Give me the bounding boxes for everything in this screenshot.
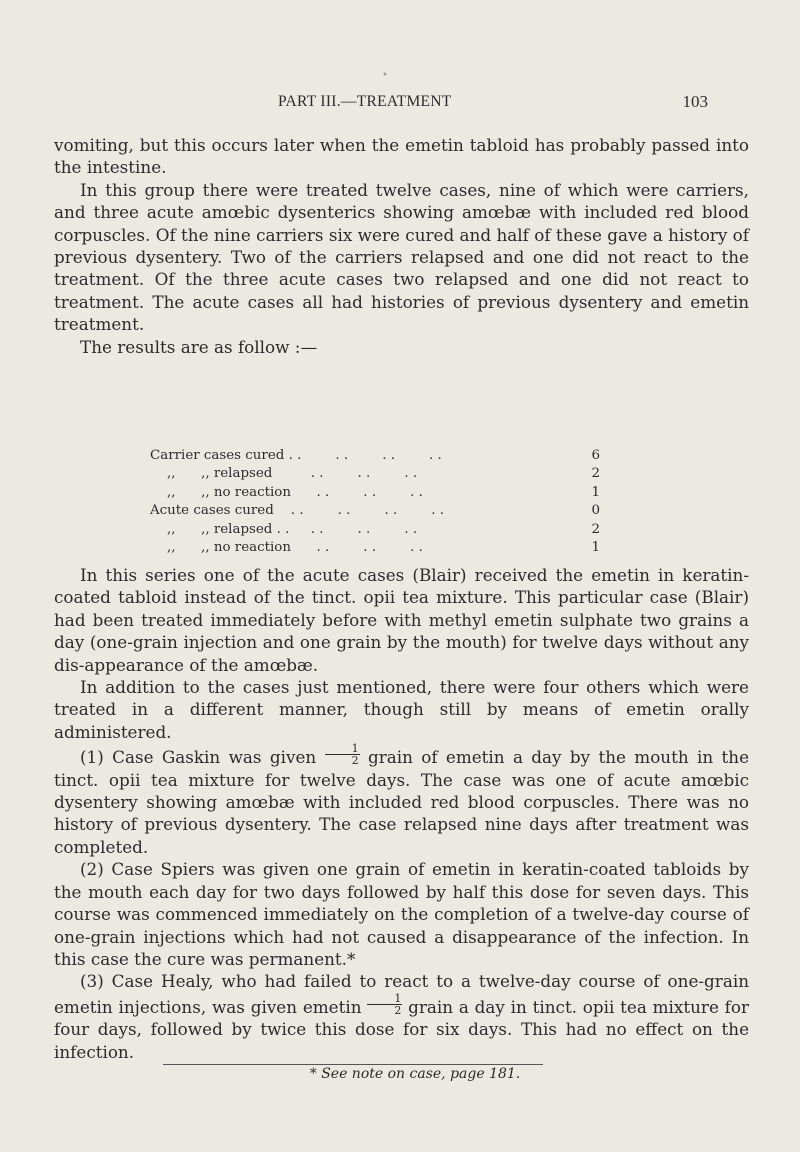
row-label: Acute cases cured . . . . . . . .	[150, 503, 445, 519]
row-label: ,, ,, relapsed . . . . . . . .	[150, 521, 418, 537]
row-value: 6	[591, 448, 600, 463]
table-row	[150, 502, 600, 520]
row-value: 0	[591, 503, 600, 519]
table-row	[150, 447, 600, 465]
paragraph	[54, 970, 749, 1063]
running-head	[0, 93, 800, 123]
footnote-divider	[163, 1064, 543, 1065]
fraction	[325, 743, 360, 766]
fraction-denominator: 2	[351, 754, 359, 768]
table-row	[150, 484, 600, 502]
body-text-top	[54, 134, 749, 358]
row-label: ,, ,, relapsed . . . . . .	[150, 466, 418, 482]
fraction	[367, 993, 402, 1016]
paragraph: In addition to the cases just mentioned, there were four others which were treated in a different manner, though still by means of emetin orally administered.	[54, 677, 749, 742]
row-value: 2	[591, 466, 600, 482]
paragraph: In this group there were treated twelve cases, nine of which were carriers, and three acute amœbic dysenterics showing amœbæ with included red blood corpuscles. Of the nine carriers six were cured and half of these gave a history of previous dysentery. Two of the carriers relapsed and one did not react to the treatment. Of the three acute cases two relapsed and one did not react to treatment. The acute cases all had histories of previous dysentery and emetin treatment.	[54, 179, 749, 335]
row-value: 1	[591, 484, 600, 500]
paragraph-part: grain of emetin a day by the mouth in the tinct. opii tea mixture for twelve days. The case was one of acute amœbic dysentery showing amœbæ with included red blood corpuscles. There was no history of previous dysentery. The case relapsed nine days after treatment was completed.	[54, 747, 750, 857]
table-row	[150, 521, 600, 539]
running-head-title: PART III.—TREATMENT	[278, 93, 452, 110]
fraction-numerator: 1	[325, 743, 360, 755]
fraction-denominator: 2	[394, 1003, 402, 1017]
paragraph: (2) Case Spiers was given one grain of emetin in keratin-coated tabloids by the mouth each day for two days followed by half this dose for seven days. This course was commenced immediately on the completion of a twelve-day course of one-grain injections which had not caused a disappearance of the infection. In this case the cure was permanent.*	[54, 859, 749, 969]
table-row	[150, 539, 600, 557]
fraction-numerator: 1	[367, 993, 402, 1005]
paragraph-part: (1) Case Gaskin was given	[80, 747, 317, 768]
table-row	[150, 465, 600, 483]
row-label: ,, ,, no reaction . . . . . .	[150, 484, 423, 500]
row-value: 2	[591, 521, 600, 537]
paragraph: vomiting, but this occurs later when the emetin tabloid has probably passed into the intestine.	[54, 135, 749, 178]
row-value: 1	[591, 539, 600, 555]
row-label: ,, ,, no reaction . . . . . .	[150, 539, 423, 555]
paragraph: In this series one of the acute cases (Blair) received the emetin in keratin-coated tabloid instead of the tinct. opii tea mixture. This particular case (Blair) had been treated immediately before with methyl emetin sulphate two grains a day (one-grain injection and one grain by the mouth) for twelve days without any dis-appearance of the amœbæ.	[54, 565, 749, 675]
row-label: Carrier cases cured . . . . . . . .	[150, 448, 442, 463]
paragraph-part: grain a day in tinct. opii tea mixture for four days, followed by twice this dose for six days. This had no effect on the infection.	[54, 996, 750, 1062]
paragraph: The results are as follow :—	[80, 336, 318, 357]
paragraph-part: (3) Case Healy, who had failed to react to a twelve-day course of one-grain emetin injections, was given emetin	[54, 971, 749, 1017]
body-text-bottom	[54, 564, 749, 1063]
footnote: * See note on case, page 181.	[309, 1066, 521, 1082]
page-number: 103	[682, 92, 708, 111]
paragraph	[54, 743, 749, 858]
page-mark: •	[382, 70, 388, 81]
results-table	[150, 447, 600, 557]
